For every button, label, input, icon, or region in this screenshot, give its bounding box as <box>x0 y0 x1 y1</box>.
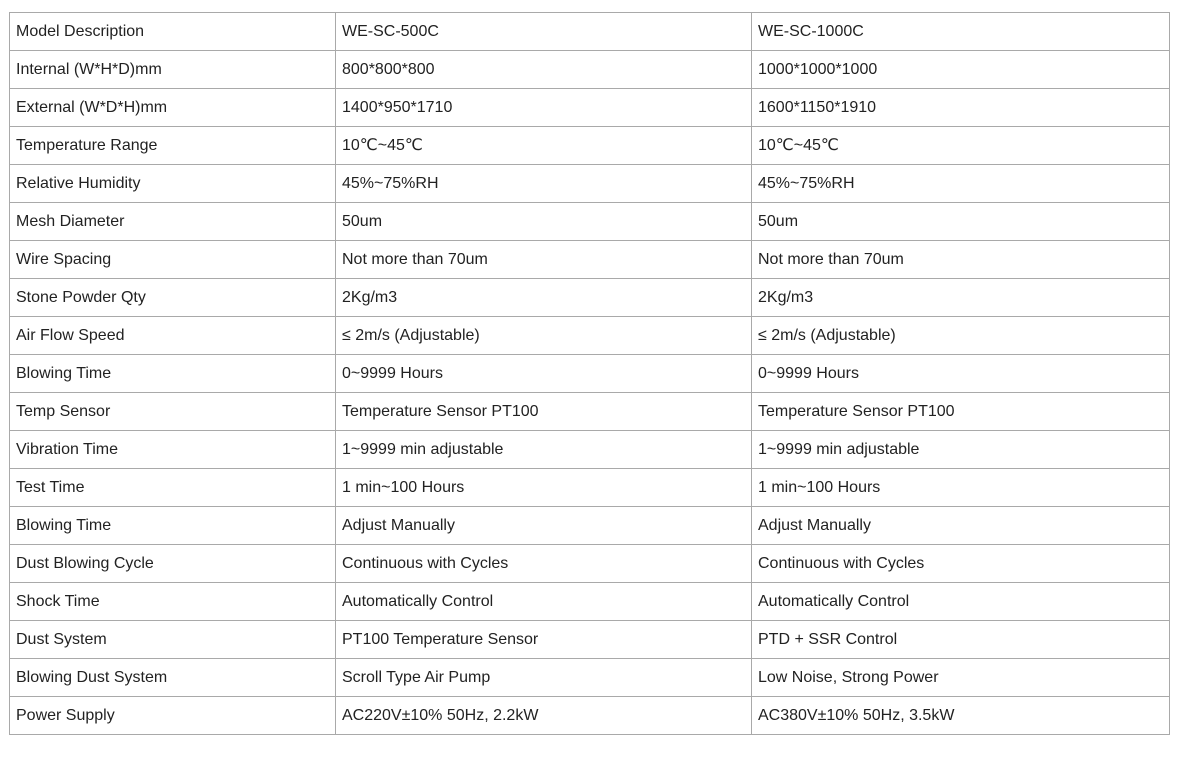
table-row <box>10 165 1170 203</box>
table-row <box>10 241 1170 279</box>
spec-label-cell: Temperature Range <box>10 127 336 165</box>
spec-label-cell: Blowing Dust System <box>10 659 336 697</box>
model-1000c-cell: Not more than 70um <box>752 241 1170 279</box>
model-500c-cell: 1400*950*1710 <box>336 89 752 127</box>
spec-table-body <box>10 13 1170 735</box>
table-row <box>10 13 1170 51</box>
model-1000c-cell: 1~9999 min adjustable <box>752 431 1170 469</box>
model-500c-cell: 800*800*800 <box>336 51 752 89</box>
table-row <box>10 317 1170 355</box>
spec-label-cell: Temp Sensor <box>10 393 336 431</box>
model-500c-cell: WE-SC-500C <box>336 13 752 51</box>
model-1000c-cell: 45%~75%RH <box>752 165 1170 203</box>
model-1000c-cell: WE-SC-1000C <box>752 13 1170 51</box>
spec-label-cell: Dust Blowing Cycle <box>10 545 336 583</box>
table-row <box>10 659 1170 697</box>
model-1000c-cell: 10℃~45℃ <box>752 127 1170 165</box>
model-1000c-cell: Continuous with Cycles <box>752 545 1170 583</box>
table-row <box>10 89 1170 127</box>
model-500c-cell: Temperature Sensor PT100 <box>336 393 752 431</box>
model-1000c-cell: 1600*1150*1910 <box>752 89 1170 127</box>
spec-label-cell: Vibration Time <box>10 431 336 469</box>
model-500c-cell: Continuous with Cycles <box>336 545 752 583</box>
model-1000c-cell: 0~9999 Hours <box>752 355 1170 393</box>
spec-label-cell: Air Flow Speed <box>10 317 336 355</box>
model-500c-cell: 10℃~45℃ <box>336 127 752 165</box>
table-row <box>10 545 1170 583</box>
spec-label-cell: Power Supply <box>10 697 336 735</box>
table-row <box>10 697 1170 735</box>
model-1000c-cell: 1000*1000*1000 <box>752 51 1170 89</box>
model-500c-cell: Adjust Manually <box>336 507 752 545</box>
model-1000c-cell: ≤ 2m/s (Adjustable) <box>752 317 1170 355</box>
spec-label-cell: Blowing Time <box>10 355 336 393</box>
model-500c-cell: 1~9999 min adjustable <box>336 431 752 469</box>
model-1000c-cell: Adjust Manually <box>752 507 1170 545</box>
model-1000c-cell: AC380V±10% 50Hz, 3.5kW <box>752 697 1170 735</box>
model-500c-cell: AC220V±10% 50Hz, 2.2kW <box>336 697 752 735</box>
spec-label-cell: Relative Humidity <box>10 165 336 203</box>
model-1000c-cell: 50um <box>752 203 1170 241</box>
table-row <box>10 127 1170 165</box>
model-1000c-cell: Automatically Control <box>752 583 1170 621</box>
table-row <box>10 431 1170 469</box>
model-500c-cell: Automatically Control <box>336 583 752 621</box>
spec-table <box>9 12 1170 735</box>
model-1000c-cell: Low Noise, Strong Power <box>752 659 1170 697</box>
model-500c-cell: Not more than 70um <box>336 241 752 279</box>
model-500c-cell: 0~9999 Hours <box>336 355 752 393</box>
model-500c-cell: 45%~75%RH <box>336 165 752 203</box>
model-500c-cell: 50um <box>336 203 752 241</box>
spec-label-cell: Mesh Diameter <box>10 203 336 241</box>
model-1000c-cell: Temperature Sensor PT100 <box>752 393 1170 431</box>
table-row <box>10 355 1170 393</box>
spec-label-cell: Test Time <box>10 469 336 507</box>
spec-label-cell: External (W*D*H)mm <box>10 89 336 127</box>
model-500c-cell: Scroll Type Air Pump <box>336 659 752 697</box>
table-row <box>10 621 1170 659</box>
model-500c-cell: ≤ 2m/s (Adjustable) <box>336 317 752 355</box>
table-row <box>10 279 1170 317</box>
model-500c-cell: 2Kg/m3 <box>336 279 752 317</box>
table-row <box>10 393 1170 431</box>
model-500c-cell: PT100 Temperature Sensor <box>336 621 752 659</box>
spec-label-cell: Stone Powder Qty <box>10 279 336 317</box>
table-row <box>10 469 1170 507</box>
spec-label-cell: Internal (W*H*D)mm <box>10 51 336 89</box>
spec-label-cell: Wire Spacing <box>10 241 336 279</box>
spec-label-cell: Blowing Time <box>10 507 336 545</box>
table-row <box>10 51 1170 89</box>
model-1000c-cell: 1 min~100 Hours <box>752 469 1170 507</box>
model-1000c-cell: PTD + SSR Control <box>752 621 1170 659</box>
table-row <box>10 507 1170 545</box>
table-row <box>10 203 1170 241</box>
spec-label-cell: Shock Time <box>10 583 336 621</box>
spec-label-cell: Dust System <box>10 621 336 659</box>
model-500c-cell: 1 min~100 Hours <box>336 469 752 507</box>
table-row <box>10 583 1170 621</box>
model-1000c-cell: 2Kg/m3 <box>752 279 1170 317</box>
spec-label-cell: Model Description <box>10 13 336 51</box>
